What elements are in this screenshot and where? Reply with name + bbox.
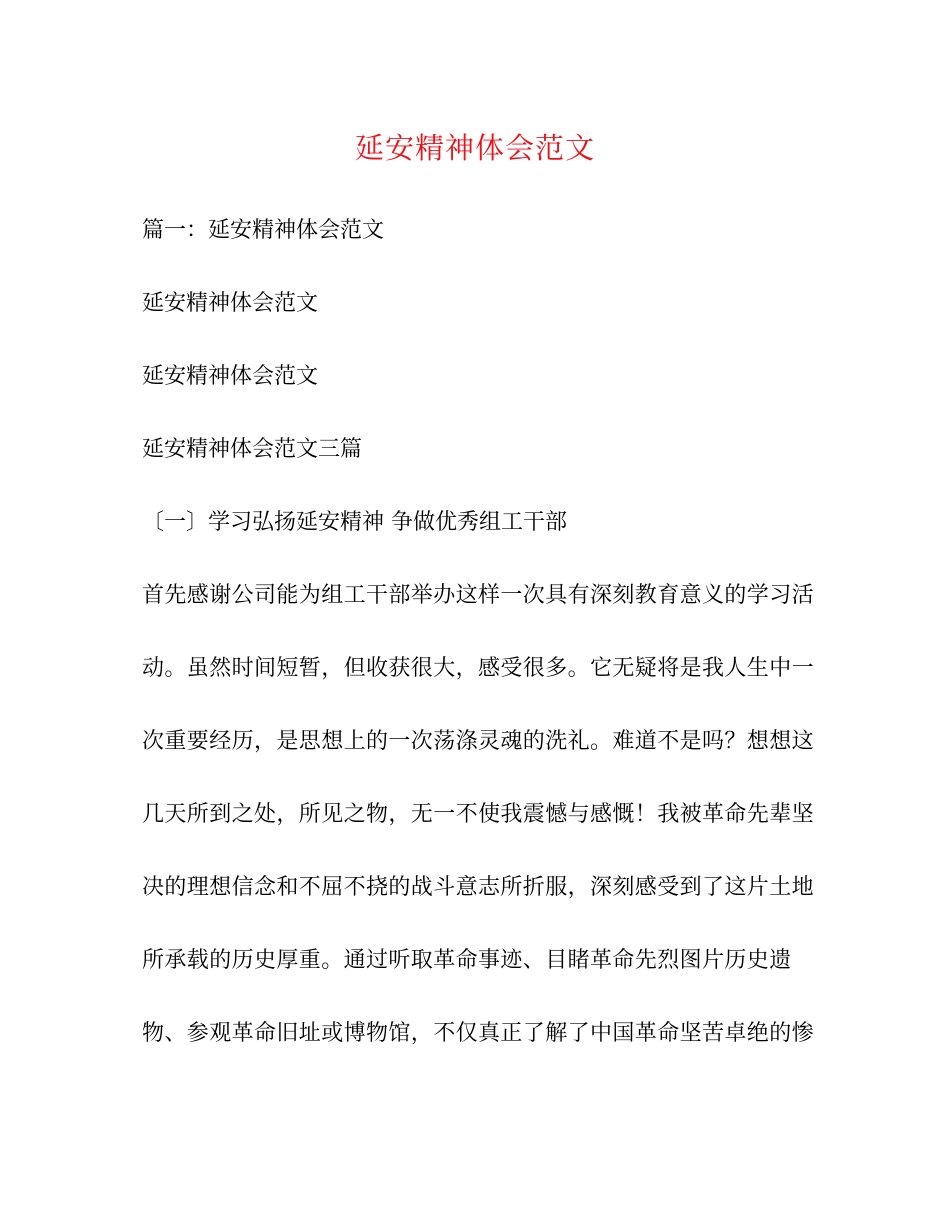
heading-line-4: 延安精神体会范文三篇 — [142, 437, 363, 462]
body-line-6: 所承载的历史厚重。通过听取革命事迹、目睹革命先烈图片历史遗 — [142, 948, 792, 973]
body-line-4: 几天所到之处，所见之物，无一不使我震憾与感慨！我被革命先辈坚 — [142, 802, 815, 827]
document-title: 延安精神体会范文 — [354, 131, 595, 165]
heading-line-1: 篇一：延安精神体会范文 — [142, 218, 385, 243]
heading-line-2: 延安精神体会范文 — [142, 291, 319, 316]
heading-line-3: 延安精神体会范文 — [142, 364, 319, 389]
body-line-5: 决的理想信念和不屈不挠的战斗意志所折服，深刻感受到了这片土地 — [142, 875, 815, 900]
section-heading: 〔一〕学习弘扬延安精神 争做优秀组工干部 — [142, 510, 567, 535]
body-line-3: 次重要经历，是思想上的一次荡涤灵魂的洗礼。难道不是吗？想想这 — [142, 729, 815, 754]
body-line-2: 动。虽然时间短暂，但收获很大，感受很多。它无疑将是我人生中一 — [142, 656, 815, 681]
body-line-7: 物、参观革命旧址或博物馆，不仅真正了解了中国革命坚苦卓绝的惨 — [142, 1021, 815, 1046]
body-line-1: 首先感谢公司能为组工干部举办这样一次具有深刻教育意义的学习活 — [142, 583, 815, 608]
